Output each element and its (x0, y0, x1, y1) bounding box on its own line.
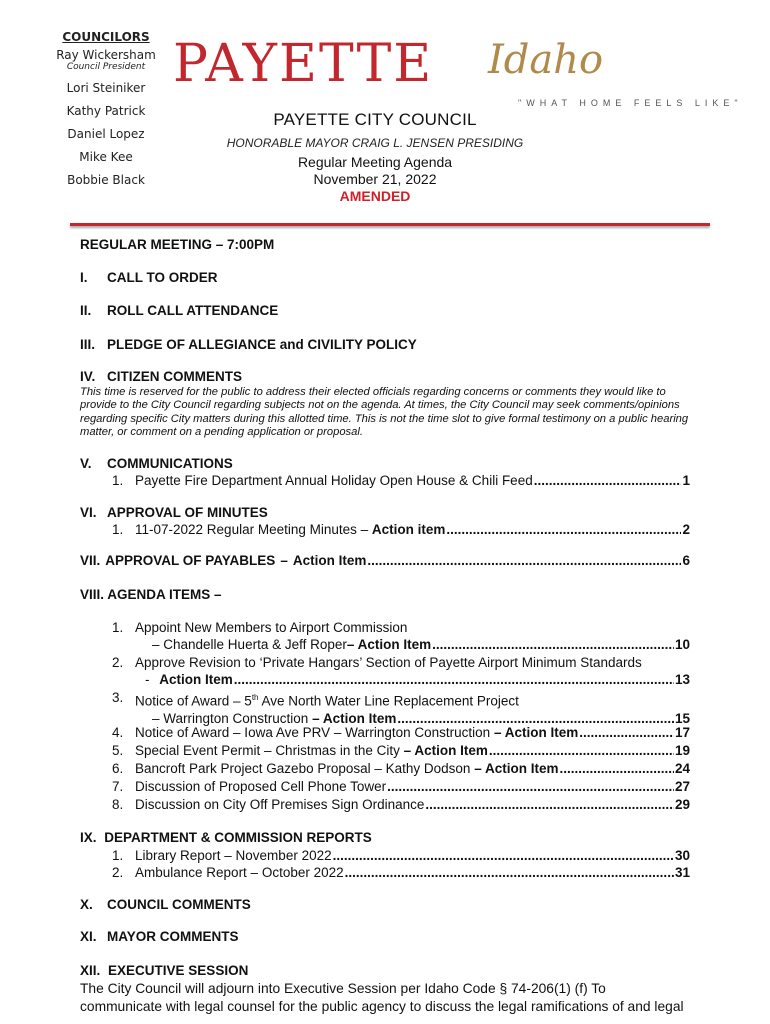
leader-dots (579, 724, 674, 741)
agenda-item (112, 847, 690, 864)
leader-dots (367, 552, 681, 569)
item-text: Appoint New Members to Airport Commission (135, 620, 408, 635)
leader-dots (345, 864, 674, 881)
citizen-comments-description: This time is reserved for the public to address their elected officials regarding concerns or comments they would like to provide to the City Council regarding subjects not on the agenda. At times, the City Council may seek comments/opinions regarding specific City matters during this allotted time. This is not the time slot to give formal testimony on a public hearing matter, or comment on a pending application or proposal. (80, 386, 689, 438)
agenda-item (112, 724, 690, 741)
item-number: 8. (112, 797, 124, 812)
action-label: – Action Item (312, 710, 397, 726)
city-logo: PAYETTE (173, 34, 434, 94)
section-number: IV. (80, 369, 96, 384)
item-text: Ave North Water Line Replacement Project (258, 693, 519, 709)
item-text: Payette Fire Department Annual Holiday Open House & Chili Feed (135, 473, 533, 488)
section-title: PLEDGE OF ALLEGIANCE and CIVILITY POLICY (107, 337, 417, 352)
councilor-name: Kathy Patrick (66, 104, 146, 118)
action-label: – Action Item (474, 761, 559, 776)
agenda-item (112, 742, 690, 759)
item-text: Discussion on City Off Premises Sign Ordinance (135, 797, 425, 812)
item-text: Bancroft Park Project Gazebo Proposal – Kathy Dodson (135, 761, 475, 776)
councilor-name: Daniel Lopez (67, 127, 145, 141)
councilor-role: Council President (66, 62, 146, 72)
section-agenda-items (80, 586, 222, 603)
item-number: 1. (112, 848, 124, 863)
item-number: 1. (112, 620, 124, 635)
section-title: COMMUNICATIONS (107, 456, 233, 471)
leader-dots (425, 796, 674, 813)
action-label: Action Item (292, 553, 367, 568)
councilor-name: Lori Steiniker (66, 81, 146, 95)
page-number: 24 (674, 761, 690, 776)
section-title: EXECUTIVE SESSION (108, 963, 249, 978)
action-label: – Action Item (403, 743, 488, 758)
leader-dots (432, 636, 674, 653)
item-number: 1. (112, 473, 124, 488)
page-number: 29 (674, 797, 690, 812)
section-title: DEPARTMENT & COMMISSION REPORTS (104, 830, 372, 845)
logo-tagline: "WHAT HOME FEELS LIKE" (518, 98, 743, 108)
item-number: 3. (112, 690, 124, 705)
action-label: – Action Item (346, 637, 432, 652)
item-text: - (145, 672, 154, 687)
action-label: – Action Item (493, 725, 579, 740)
section-title: APPROVAL OF MINUTES (107, 505, 268, 520)
section-title: AGENDA ITEMS – (107, 587, 222, 602)
item-number: 6. (112, 761, 124, 776)
item-text: Notice of Award – Iowa Ave PRV – Warrington Construction (135, 725, 494, 740)
leader-dots (234, 671, 674, 688)
leader-dots (534, 472, 682, 489)
item-text: Special Event Permit – Christmas in the City (135, 743, 404, 758)
councilor-name: Mike Kee (79, 150, 133, 164)
page-number: 1 (682, 473, 690, 488)
header-divider (70, 223, 710, 226)
agenda-item (112, 654, 690, 688)
item-text: 11-07-2022 Regular Meeting Minutes – (135, 522, 372, 537)
section-title: CALL TO ORDER (107, 270, 218, 285)
section-number: VI. (80, 505, 97, 520)
item-text: Approve Revision to ‘Private Hangars’ Section of Payette Airport Minimum Standards (135, 655, 642, 670)
agenda-item (112, 778, 690, 795)
regular-meeting-heading: REGULAR MEETING – 7:00PM (80, 237, 275, 252)
action-label: Action Item (159, 672, 233, 687)
leader-dots (446, 521, 681, 538)
item-text: Discussion of Proposed Cell Phone Tower (135, 779, 387, 794)
item-text: – Chandelle Huerta & Jeff Roper (152, 637, 347, 652)
page-number: 30 (674, 848, 690, 863)
executive-session-text-2: communicate with legal counsel for the public agency to discuss the legal ramifications of and legal (80, 999, 684, 1014)
item-text: Ambulance Report – October 2022 (135, 865, 344, 880)
section-number: VIII. (80, 587, 105, 602)
page-number: 15 (674, 710, 690, 726)
amended-label: AMENDED (339, 188, 411, 204)
item-number: 2. (112, 655, 124, 670)
councilors-list (40, 30, 172, 187)
section-executive-session (80, 962, 248, 979)
councilor-name: Ray Wickersham (56, 48, 156, 62)
agenda-item (112, 472, 690, 489)
page-number: 19 (674, 743, 690, 758)
section-number: VII. (80, 553, 101, 568)
page-number: 17 (674, 725, 690, 740)
section-number: X. (80, 897, 93, 912)
action-label: Action item (371, 522, 446, 537)
agenda-item (112, 619, 690, 653)
leader-dots (387, 778, 674, 795)
page-number: 6 (682, 553, 690, 568)
state-script-logo: Idaho (488, 37, 604, 83)
agenda-item (112, 796, 690, 813)
section-number: XII. (80, 963, 101, 978)
section-number: III. (80, 337, 96, 352)
agenda-item (112, 521, 690, 538)
section-department-reports (80, 829, 372, 846)
councilors-heading: COUNCILORS (62, 30, 150, 44)
item-text: Notice of Award – 5 (135, 693, 252, 709)
agenda-item (112, 760, 690, 777)
section-title: ROLL CALL ATTENDANCE (107, 303, 279, 318)
item-number: 1. (112, 522, 124, 537)
superscript: th (251, 693, 259, 702)
presiding-mayor: HONORABLE MAYOR CRAIG L. JENSEN PRESIDING (226, 136, 524, 150)
item-text: – Warrington Construction (152, 710, 313, 726)
section-number: II. (80, 303, 92, 318)
section-title: COUNCIL COMMENTS (107, 897, 251, 912)
item-number: 5. (112, 743, 124, 758)
section-number: XI. (80, 929, 97, 944)
section-number: I. (80, 270, 88, 285)
page-number: 27 (674, 779, 690, 794)
section-title: CITIZEN COMMENTS (107, 369, 242, 384)
item-number: 7. (112, 779, 124, 794)
section-number: IX. (80, 830, 97, 845)
page-title: PAYETTE CITY COUNCIL (273, 110, 477, 129)
meeting-date: November 21, 2022 (313, 171, 437, 187)
agenda-item (112, 864, 690, 881)
leader-dots (333, 847, 674, 864)
page-number: 10 (674, 637, 690, 652)
page-number: 2 (682, 522, 690, 537)
title-block (205, 110, 545, 204)
leader-dots (489, 742, 674, 759)
page-number: 31 (674, 865, 690, 880)
section-title: APPROVAL OF PAYABLES (105, 553, 276, 568)
section-title: MAYOR COMMENTS (107, 929, 239, 944)
councilor-name: Bobbie Black (67, 173, 145, 187)
item-number: 2. (112, 865, 124, 880)
section-approval-of-payables: VII. APPROVAL OF PAYABLES – Action Item ..... 6 (80, 552, 690, 569)
meeting-type: Regular Meeting Agenda (297, 154, 453, 170)
leader-dots (559, 760, 674, 777)
item-number: 4. (112, 725, 124, 740)
section-number: V. (80, 456, 92, 471)
page-number: 13 (674, 672, 690, 687)
executive-session-text-1: The City Council will adjourn into Executive Session per Idaho Code § 74-206(1) (f) To (80, 981, 606, 996)
item-text: Library Report – November 2022 (135, 848, 332, 863)
agenda-item (112, 689, 690, 727)
